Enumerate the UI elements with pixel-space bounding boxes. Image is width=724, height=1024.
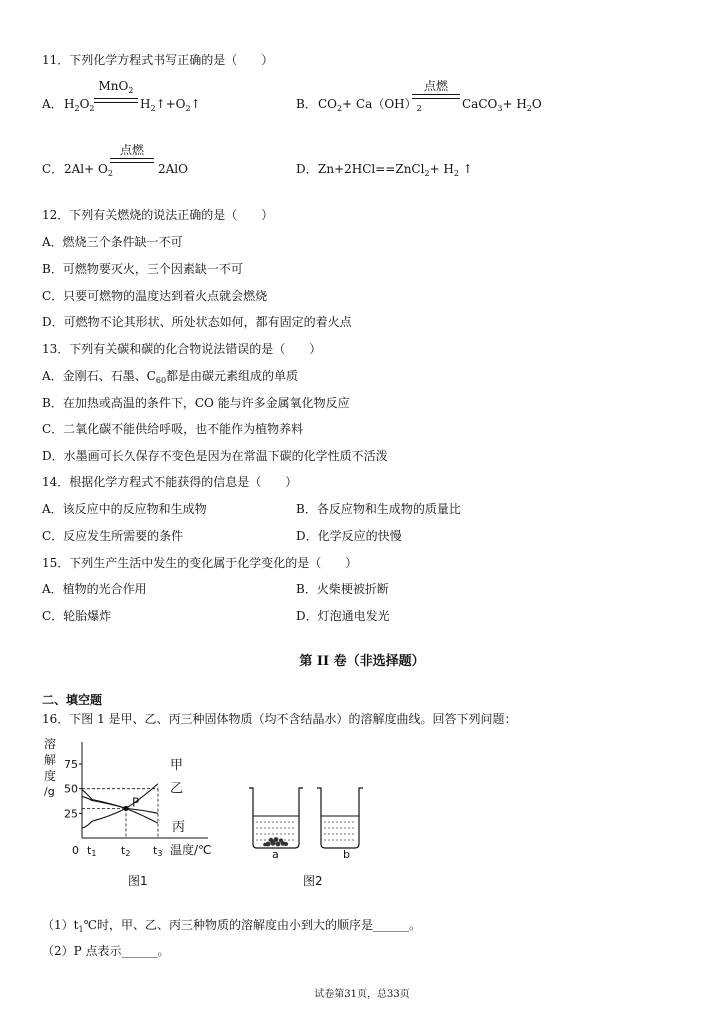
q15-option-a: A．植物的光合作用	[42, 582, 147, 596]
q15-option-d: D．灯泡通电发光	[296, 609, 390, 623]
q16-stem: 16．下图 1 是甲、乙、丙三种固体物质（均不含结晶水）的溶解度曲线。回答下列问题：	[42, 712, 517, 726]
q12-option-c: C．只要可燃物的温度达到着火点就会燃烧	[42, 289, 268, 303]
section-two-heading: 二、填空题	[42, 693, 103, 707]
q11-option-c-rhs: 2AlO	[158, 162, 188, 176]
figure1-caption: 图1	[128, 874, 148, 888]
q13-stem: 13．下列有关碳和碳的化合物说法错误的是（ ）	[42, 342, 322, 356]
ylabel-char: 溶	[44, 737, 57, 751]
q12-option-b: B．可燃物要灭火，三个因素缺一不可	[42, 262, 243, 276]
q13-option-d: D．水墨画可长久保存不变色是因为在常温下碳的化学性质不活泼	[42, 449, 388, 463]
q13-option-c: C．二氧化碳不能供给呼吸，也不能作为植物养料	[42, 422, 304, 436]
section-title: 第 II 卷（非选择题）	[299, 654, 425, 669]
x-tick-label: t2	[121, 844, 131, 858]
q16-sub2: （2）P 点表示______。	[42, 944, 170, 958]
curve-label-jia: 甲	[170, 757, 184, 773]
x-axis-label: 温度/℃	[170, 843, 212, 857]
q15-stem: 15．下列生产生活中发生的变化属于化学变化的是（ ）	[42, 556, 358, 570]
q15-option-b: B．火柴梗被折断	[296, 582, 389, 596]
beaker-b	[317, 788, 363, 848]
point-p-label: P	[132, 795, 140, 810]
q13-option-b: B．在加热或高温的条件下，CO 能与许多金属氧化物反应	[42, 396, 350, 410]
q11-option-b-rhs: CaCO$_3$+ $H_2O$	[462, 97, 542, 113]
y-tick-label: 75	[64, 758, 78, 771]
ylabel-char: 度	[44, 769, 57, 783]
curve-jia	[82, 784, 158, 828]
q12-stem: 12．下列有关燃烧的说法正确的是（ ）	[42, 208, 274, 222]
q14-option-d: D．化学反应的快慢	[296, 529, 402, 543]
q11-option-a-rhs: $H_2↑+O_2↑$	[140, 97, 201, 113]
q11-option-a-condition: MnO$_2$	[94, 80, 138, 103]
solubility-chart	[58, 738, 218, 878]
q11-option-b-condition: 点燃	[412, 80, 460, 99]
q11-option-d-letter: D．	[296, 162, 318, 176]
q11-option-c-letter: C．	[42, 162, 64, 176]
q11-option-b-lhs: $CO_2+ Ca(OH)_2$	[318, 97, 422, 113]
x-tick-label: t3	[153, 844, 163, 858]
q14-option-b: B．各反应物和生成物的质量比	[296, 502, 461, 516]
q12-option-d: D．可燃物不论其形状、所处状态如何，都有固定的着火点	[42, 315, 352, 329]
curve-label-yi: 乙	[170, 781, 184, 797]
y-tick-label: 50	[64, 782, 78, 796]
curve-bing	[82, 790, 158, 824]
ylabel-char: 解	[44, 753, 57, 767]
beaker-a-label: a	[272, 848, 279, 861]
q14-option-a: A．该反应中的反应物和生成物	[42, 502, 207, 516]
q16-sub1: $(1)t_1℃$时，甲、乙、丙三种物质的溶解度由小到大的顺序是______。	[42, 918, 421, 934]
x-tick-label: t1	[87, 844, 97, 858]
figure2-caption: 图2	[303, 874, 323, 888]
q14-option-c: C．反应发生所需要的条件	[42, 529, 184, 543]
q14-stem: 14．根据化学方程式不能获得的信息是（ ）	[42, 475, 298, 489]
q11-stem: 11．下列化学方程式书写正确的是（ ）	[42, 53, 274, 67]
point-p	[123, 806, 128, 811]
beaker-b-label: b	[343, 848, 350, 861]
q15-option-c: C．轮胎爆炸	[42, 609, 112, 623]
q11-option-a-lhs: $H_2O_2$	[64, 97, 95, 113]
beaker-a	[249, 788, 303, 848]
ylabel-char: /g	[44, 785, 55, 798]
q11-option-c-condition: 点燃	[110, 144, 154, 163]
page-footer: 试卷第31页，总33页	[314, 989, 410, 1000]
q11-option-c-lhs: $2Al+ O_2$	[64, 162, 113, 178]
beaker-a-sediment	[263, 837, 288, 846]
q12-option-a: A．燃烧三个条件缺一不可	[42, 235, 183, 249]
q11-option-a-letter: A．	[42, 97, 63, 111]
x-origin-label: 0	[72, 844, 79, 857]
q13-option-a: A．金刚石、石墨、$C_{60}$都是由碳元素组成的单质	[42, 369, 299, 385]
curve-label-bing: 丙	[172, 820, 186, 836]
q11-option-b-letter: B．	[296, 97, 317, 111]
q11-option-d-text: Zn+2HCl==ZnCl$_2$+ $H_2$ ↑	[318, 162, 473, 178]
y-tick-label: 25	[64, 807, 78, 821]
